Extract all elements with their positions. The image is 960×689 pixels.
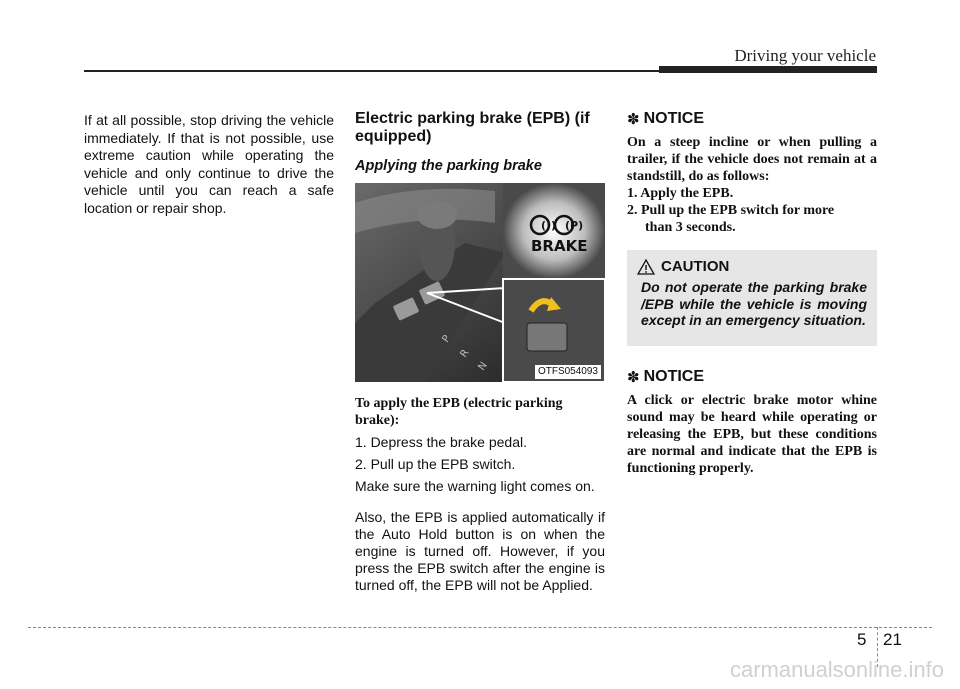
header-rule-thin <box>84 70 659 72</box>
notice2-heading <box>627 368 877 386</box>
notice1-list <box>627 185 877 236</box>
header-rule-thick <box>659 66 877 73</box>
section-title: Electric parking brake (EPB) (if equipped) <box>355 110 590 145</box>
left-column <box>84 112 334 217</box>
auto-hold-paragraph: Also, the EPB is applied automatically if the Auto Hold button is on when the engine is turned off. However, if you press the EPB switch after the engine is turned off, the EPB will not be Applied. <box>355 509 605 593</box>
epb-console-illustration <box>355 183 605 382</box>
notice1-heading <box>627 110 877 128</box>
figure-code: OTFS054093 <box>535 365 601 379</box>
svg-text:P: P <box>440 333 453 345</box>
step-2: 2. Pull up the EPB switch. <box>355 456 516 472</box>
footer-rule <box>28 627 932 628</box>
procedure-title: To apply the EPB (electric parking brake): <box>355 396 563 428</box>
page-number: 21 <box>883 630 902 649</box>
epb-figure <box>355 183 605 382</box>
running-header: Driving your vehicle <box>734 46 876 65</box>
brake-warning-label: BRAKE <box>531 237 588 255</box>
subsection-title: Applying the parking brake <box>355 158 542 174</box>
warning-light-note: Make sure the warning light comes on. <box>355 478 595 494</box>
warning-symbol-park: (P) <box>565 219 584 232</box>
notice-star-icon: ✽ <box>627 111 640 128</box>
svg-text:R: R <box>458 347 472 360</box>
caution-heading <box>637 258 867 275</box>
caution-title: CAUTION <box>661 258 730 275</box>
caution-box <box>627 250 877 346</box>
middle-column <box>355 110 605 599</box>
svg-text:N: N <box>476 360 490 373</box>
warning-symbol-exclaim: (!) <box>541 219 557 232</box>
watermark: carmanualsonline.info <box>729 657 944 682</box>
notice1-item-2-line1: 2. Pull up the EPB switch for more <box>627 203 835 218</box>
chapter-number: 5 <box>857 630 867 649</box>
notice2-text: A click or electric brake motor whine sound may be heard while operating or releasing the EPB, but these conditions are normal and indicate that the EPB is functioning properly. <box>627 393 877 476</box>
notice1-item-1: 1. Apply the EPB. <box>627 186 734 201</box>
step-1: 1. Depress the brake pedal. <box>355 434 527 450</box>
notice-star-icon: ✽ <box>627 369 640 386</box>
left-paragraph: If at all possible, stop driving the vehicle immediately. If that is not possible, use extreme caution while operating the vehicle and only continue to drive the vehicle until you can reach a safe location or repair shop. <box>84 112 334 216</box>
caution-text: Do not operate the parking brake /EPB while the vehicle is moving except in an emergency situation. <box>641 279 867 328</box>
notice2-title: NOTICE <box>643 368 705 385</box>
notice1-intro: On a steep incline or when pulling a trailer, if the vehicle does not remain at a standstill, do as follows: <box>627 135 877 184</box>
warning-triangle-icon <box>637 259 655 275</box>
right-column <box>627 110 877 477</box>
notice1-item-2 <box>627 202 877 236</box>
notice1-item-2-line2: than 3 seconds. <box>645 220 736 235</box>
notice1-title: NOTICE <box>643 110 705 127</box>
